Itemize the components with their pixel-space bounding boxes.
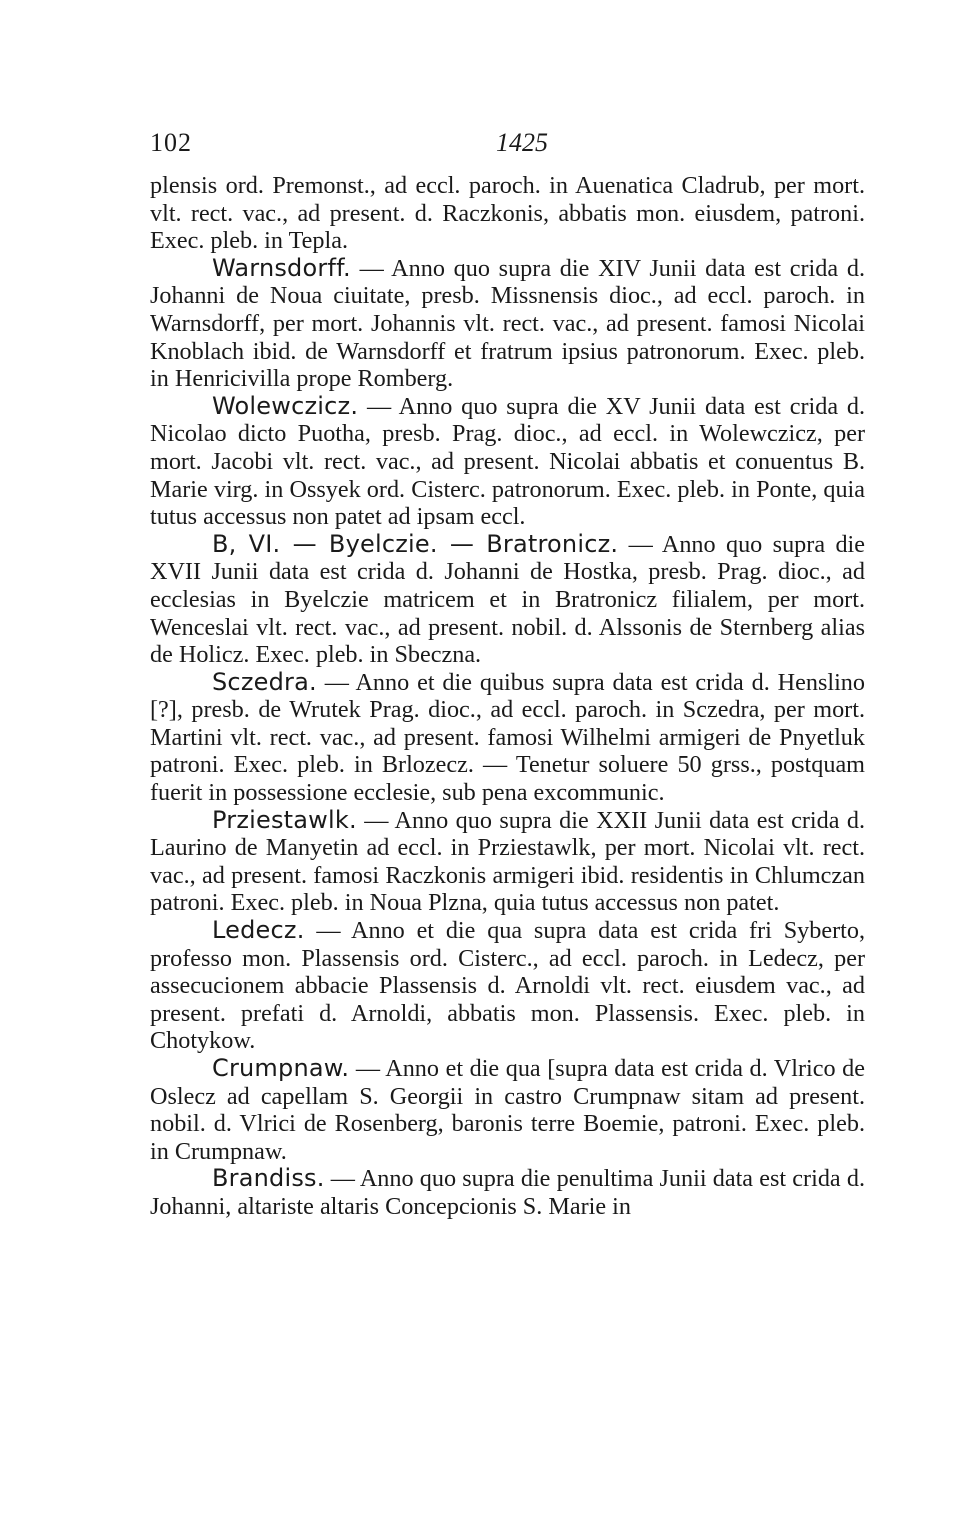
entry-crumpnaw bbox=[150, 1055, 865, 1165]
entry-brandiss bbox=[150, 1165, 865, 1220]
page-number: 102 bbox=[150, 128, 192, 157]
entry-text: — Anno quo supra die XV Junii data est crida d. Nicolao dicto Puotha, presb. Prag. dioc., ad eccl. in Wolewczicz, per mort. Jacobi vlt. rect. vac., ad present. Nicolai abbatis et conuentus B. Marie virg. in Ossyek ord. Cisterc. patronorum. Exec. pleb. in Ponte, quia tutus accessus non patet ad ipsam eccl. bbox=[150, 392, 865, 531]
entry-heading: B, VI. — Byelczie. — Bratronicz. bbox=[212, 529, 619, 558]
entry-text: — Anno quo supra die XXII Junii data est crida d. Laurino de Manyetin ad eccl. in Prziestawlk, per mort. Nicolai vlt. rect. vac., ad present. famosi Raczkonis armigeri ibid. residentis in Chlumczan patroni. Exec. pleb. in Noua Plzna, quia tutus accessus non patet. bbox=[150, 806, 865, 917]
entry-heading: Warnsdorff. bbox=[212, 253, 351, 282]
entry-sczedra bbox=[150, 669, 865, 807]
entry-text: — Anno et die qua [supra data est crida d. Vlrico de Oslecz ad capellam S. Georgii in castro Crumpnaw sitam ad present. nobil. d. Vlrici de Rosenberg, baronis terre Boemie, patroni. Exec. pleb. in Crumpnaw. bbox=[150, 1055, 865, 1165]
entry-heading: Sczedra. bbox=[212, 667, 317, 696]
entry-warnsdorff bbox=[150, 255, 865, 393]
entry-text: — Anno et die qua supra data est crida fri Syberto, professo mon. Plassensis ord. Cisterc., ad eccl. paroch. in Ledecz, per assecucionem abbacie Plassensis d. Arnoldi vlt. rect. eiusdem vac., ad present. prefati d. Arnoldi, abbatis mon. Plassensis. Exec. pleb. in Chotykow. bbox=[150, 917, 865, 1055]
entry-heading: Ledecz. bbox=[212, 916, 305, 945]
entry-text: — Anno quo supra die penultima Junii data est crida d. Johanni, altariste altaris Concepcionis S. Marie in bbox=[150, 1165, 865, 1220]
entry-continuation bbox=[150, 172, 865, 255]
entry-byelczie-bratronicz bbox=[150, 531, 865, 669]
entry-text: — Anno quo supra die XIV Junii data est crida d. Johanni de Noua ciuitate, presb. Missnensis dioc., ad eccl. paroch. in Warnsdorff, per mort. Johannis vlt. rect. vac., ad present. famosi Nicolai Knoblach ibid. de Warnsdorff et fratrum ipsius patronorum. Exec. pleb. in Henricivilla prope Romberg. bbox=[150, 254, 865, 393]
entry-heading: Crumpnaw. bbox=[212, 1054, 350, 1082]
entry-text: plensis ord. Premonst., ad eccl. paroch. in Auenatica Cladrub, per mort. vlt. rect. vac., ad present. d. Raczkonis, abbatis mon. eiusdem, patroni. Exec. pleb. in Tepla. bbox=[150, 172, 865, 255]
entry-text: — Anno et die quibus supra data est crida d. Henslino [?], presb. de Wrutek Prag. dioc., ad eccl. paroch. in Sczedra, per mort. Martini vlt. rect. vac., ad present. famosi Wilhelmi armigeri de Pnyetluk patroni. Exec. pleb. in Brlozecz. — Tenetur soluere 50 grss., postquam fuerit in possessione ecclesie, sub pena excommunic. bbox=[150, 668, 865, 807]
page-header bbox=[150, 128, 865, 164]
entry-heading: Brandiss. bbox=[212, 1164, 325, 1193]
entry-heading: Prziestawlk. bbox=[212, 805, 357, 834]
text-body bbox=[150, 172, 865, 1221]
entry-ledecz bbox=[150, 917, 865, 1055]
entry-prziestawlk bbox=[150, 807, 865, 917]
running-head-year: 1425 bbox=[496, 128, 548, 157]
entry-heading: Wolewczicz. bbox=[212, 391, 359, 420]
entry-text: — Anno quo supra die XVII Junii data est crida d. Johanni de Hostka, presb. Prag. dioc., ad ecclesias in Byelczie matricem et in Bratronicz filialem, per mort. Wenceslai vlt. rect. vac., ad present. nobil. d. Alssonis de Sternberg alias de Holicz. Exec. pleb. in Sbeczna. bbox=[150, 530, 865, 669]
entry-wolewczicz bbox=[150, 393, 865, 531]
